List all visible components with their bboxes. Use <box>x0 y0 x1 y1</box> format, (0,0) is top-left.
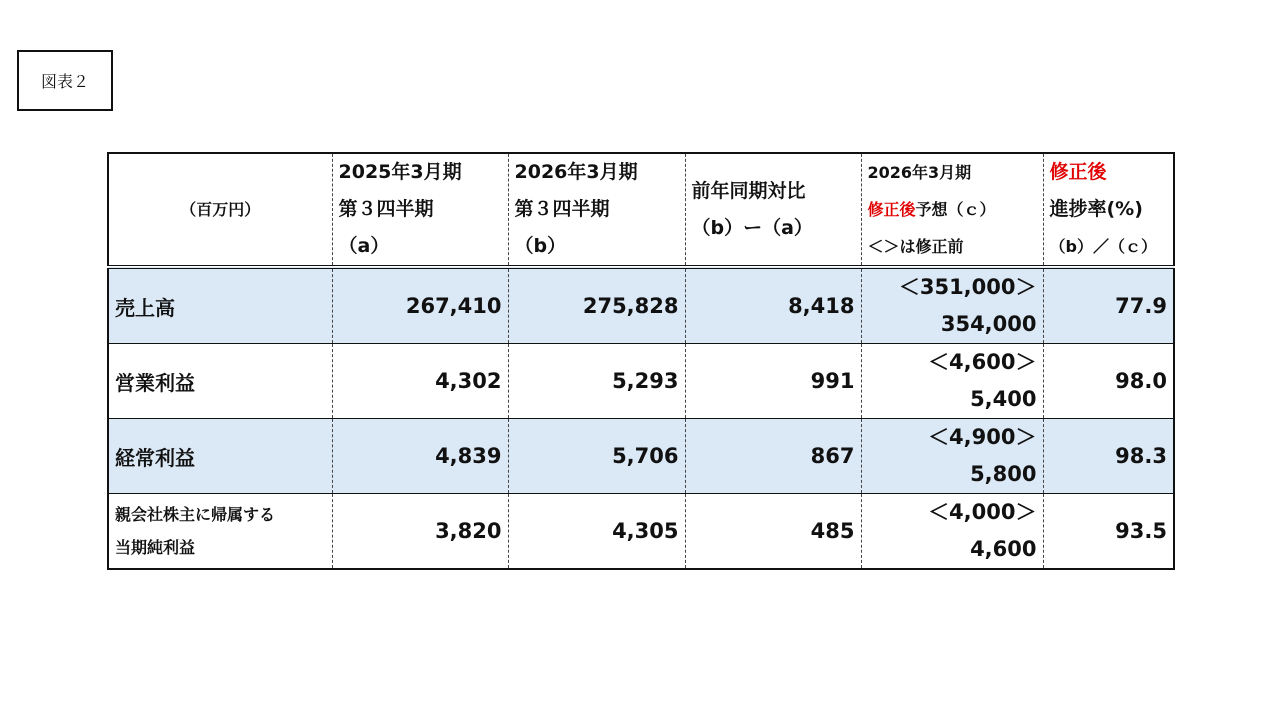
header-col-diff: 前年同期対比 （b）ー（a） <box>685 153 861 267</box>
forecast-cell: ＜4,000＞ 4,600 <box>861 494 1043 570</box>
figure-label <box>17 50 113 111</box>
value-diff: 867 <box>685 419 861 494</box>
value-a: 4,302 <box>332 344 508 419</box>
row-name: 売上高 <box>108 267 332 344</box>
value-b: 5,706 <box>508 419 685 494</box>
forecast-cell: ＜4,600＞ 5,400 <box>861 344 1043 419</box>
value-progress: 98.3 <box>1043 419 1174 494</box>
table-header-row <box>108 153 1174 267</box>
value-a: 267,410 <box>332 267 508 344</box>
unit-header: （百万円） <box>108 153 332 267</box>
header-col-progress: 修正後 進捗率(%) （b）／（ｃ） <box>1043 153 1174 267</box>
value-b: 275,828 <box>508 267 685 344</box>
value-progress: 93.5 <box>1043 494 1174 570</box>
value-diff: 991 <box>685 344 861 419</box>
value-a: 3,820 <box>332 494 508 570</box>
row-name: 経常利益 <box>108 419 332 494</box>
header-col-a: 2025年3月期 第３四半期 （a） <box>332 153 508 267</box>
value-b: 5,293 <box>508 344 685 419</box>
table-row <box>108 419 1174 494</box>
value-diff: 485 <box>685 494 861 570</box>
forecast-cell: ＜351,000＞ 354,000 <box>861 267 1043 344</box>
header-col-forecast: 2026年3月期 修正後予想（ｃ） ＜＞は修正前 <box>861 153 1043 267</box>
value-progress: 77.9 <box>1043 267 1174 344</box>
value-a: 4,839 <box>332 419 508 494</box>
table-row <box>108 344 1174 419</box>
table-row <box>108 267 1174 344</box>
value-diff: 8,418 <box>685 267 861 344</box>
value-b: 4,305 <box>508 494 685 570</box>
row-name: 営業利益 <box>108 344 332 419</box>
financial-table <box>107 152 1175 570</box>
value-progress: 98.0 <box>1043 344 1174 419</box>
table-row <box>108 494 1174 570</box>
header-col-b: 2026年3月期 第３四半期 （b） <box>508 153 685 267</box>
figure-label-text: 図表２ <box>40 72 89 91</box>
forecast-cell: ＜4,900＞ 5,800 <box>861 419 1043 494</box>
row-name: 親会社株主に帰属する 当期純利益 <box>108 494 332 570</box>
